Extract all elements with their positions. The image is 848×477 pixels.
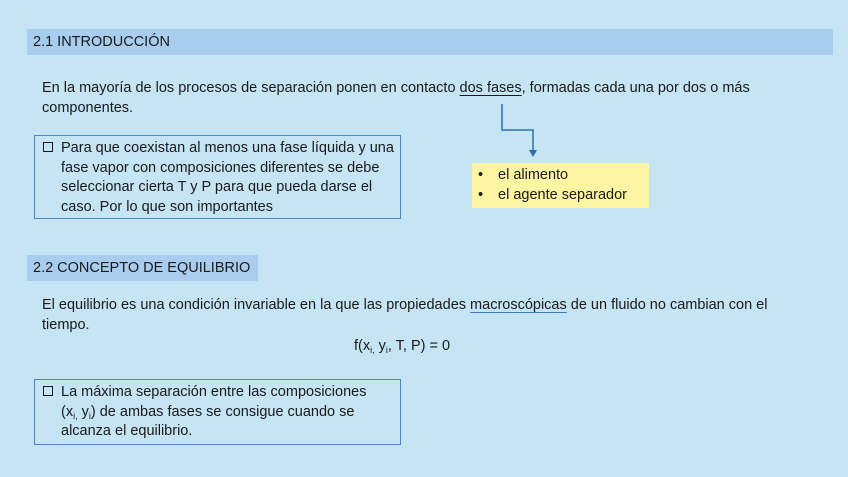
- note-box-max-separation: La máxima separación entre las composiciones ($x_{i,}$ $y_i$) de ambas fases se consigue cuando se alcanza el equilibrio.: [34, 379, 401, 445]
- eq-text-before: El equilibrio es una condición invariable en la que las propiedades: [42, 297, 471, 313]
- intro-text-after: , formadas cada una por dos o más componentes.: [42, 80, 750, 116]
- connector-arrowhead: [529, 150, 537, 157]
- equilibrium-paragraph: [42, 296, 782, 335]
- checkbox-bullet-icon: [43, 386, 53, 396]
- note-box-conditions: [34, 135, 401, 219]
- phases-list: [472, 163, 649, 208]
- note-box-text: Para que coexistan al menos una fase líquida y una fase vapor con composiciones diferentes se debe seleccionar cierta T y P para que pueda darse el caso. Por lo que son importantes: [61, 140, 394, 215]
- eq-text-after: de un fluido no cambian con el tiempo.: [42, 297, 768, 333]
- checkbox-bullet-icon: [43, 142, 53, 152]
- note-box-line1: La máxima separación entre las composiciones: [61, 384, 367, 400]
- equilibrium-formula: $f(x_{i,}$ $y_i$, T, P) = 0: [354, 338, 451, 355]
- intro-text-before: En la mayoría de los procesos de separación ponen en contacto: [42, 80, 460, 96]
- list-item: • el alimento: [472, 165, 649, 185]
- intro-highlight-dos-fases: dos fases: [459, 80, 522, 96]
- section-heading-equilibrio: [27, 255, 258, 281]
- section-title: 2.1 INTRODUCCIÓN: [33, 34, 170, 50]
- eq-highlight-macroscopicas: macroscópicas: [470, 297, 567, 313]
- connector-line: [502, 104, 533, 151]
- section-title: 2.2 CONCEPTO DE EQUILIBRIO: [33, 260, 251, 276]
- list-item: • el agente separador: [472, 185, 649, 205]
